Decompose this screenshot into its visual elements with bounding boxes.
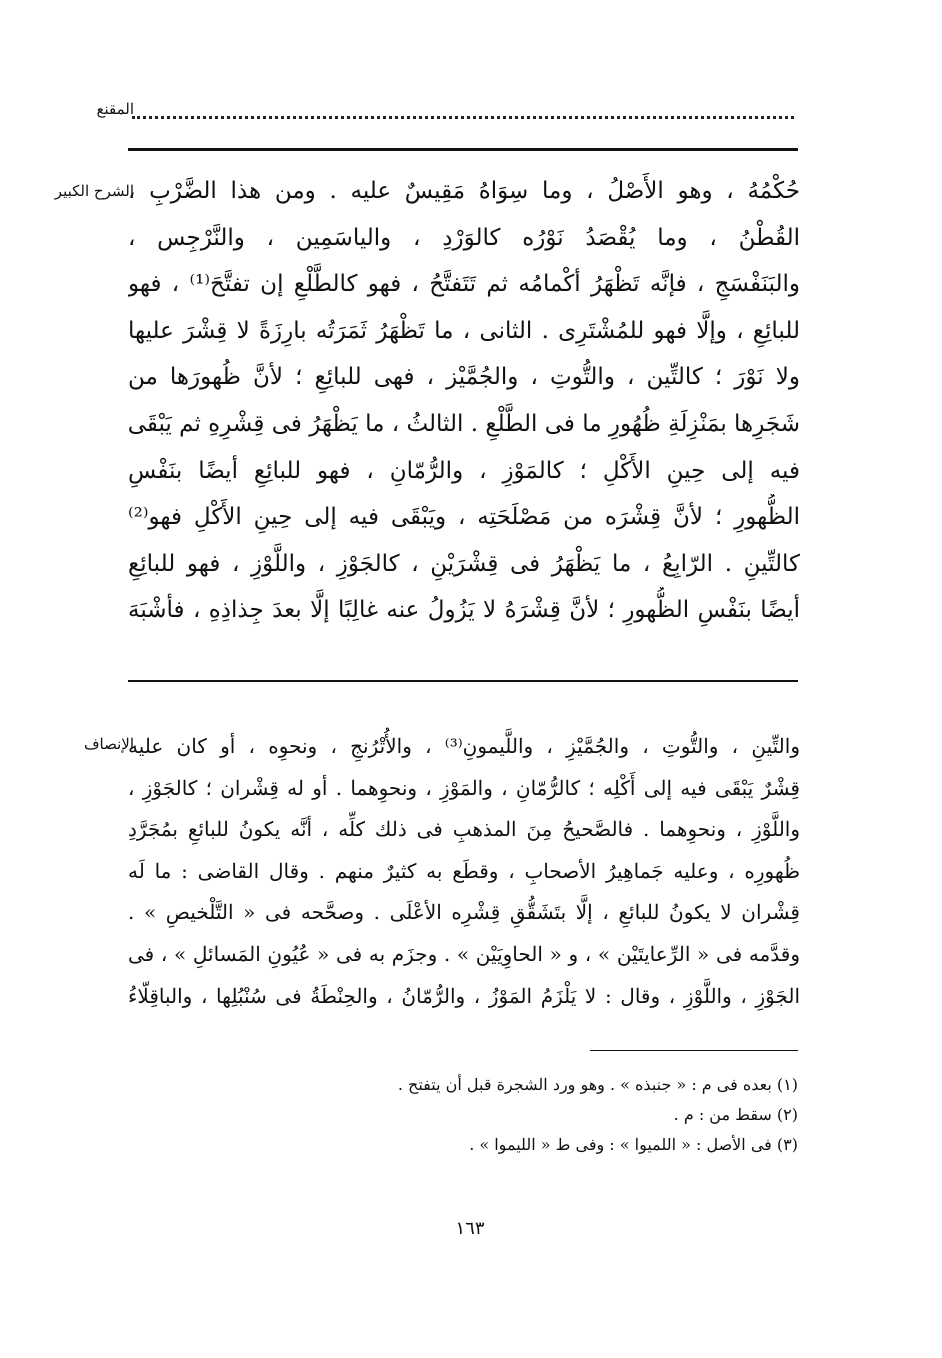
footnotes bbox=[278, 1072, 798, 1162]
sharh-line: فيه إلى حِينِ الأَكْلِ ؛ كالمَوْزِ ، والرُّمّانِ ، فهو للبائِعِ أيضًا بنَفْسِ bbox=[128, 457, 800, 484]
sharh-line: الظُّهورِ ؛ لأنَّ قِشْرَه من مَصْلَحَتِه ، ويَبْقَى فيه إلى حِينِ الأَكْلِ فهو⁽²⁾ bbox=[128, 504, 800, 531]
footnote: (٢) سقط من : م . bbox=[673, 1105, 798, 1124]
insaf-line: قِشْرٌ يَبْقَى فيه إلى أَكْلِه ؛ كالرُّمّانِ ، والمَوْزِ ، ونحوِهما . أو له قِشْران ؛ كالجَوْزِ ، bbox=[128, 775, 800, 800]
footnote: (١) بعده فى م : « جنبذه » . وهو ورد الشجرة قبل أن يتفتح . bbox=[397, 1075, 798, 1094]
header-rule bbox=[128, 148, 798, 151]
insaf-line: ظُهورِه ، وعليه جَماهِيرُ الأصحابِ ، وقطَع به كثيرٌ منهم . وقال القاضى : ما لَه bbox=[128, 858, 800, 883]
sharh-line: للبائِعِ ، وإلَّا فهو للمُشْتَرِى . الثانى ، ما تَظْهَرُ ثَمَرَتُه بارِزَةً لا قِشْرَ عليها bbox=[128, 317, 800, 344]
insaf-text bbox=[128, 726, 800, 1017]
section-divider bbox=[128, 680, 798, 682]
sharh-text bbox=[128, 168, 800, 634]
page-number: ١٦٣ bbox=[455, 1218, 485, 1239]
insaf-line: الجَوْزِ ، واللَّوْزِ ، وقال : لا يَلْزَمُ المَوْزُ ، والرُّمّانُ ، والحِنْطَةُ فى سُنْبُلِها ، والباقِلّاءُ bbox=[128, 983, 800, 1008]
footnote: (٣) فى الأصل : « اللميوا » : وفى ط « الليموا » . bbox=[469, 1135, 798, 1154]
insaf-line: وقدَّمه فى « الرِّعايتَيْن » ، و « الحاوِيَيْن » . وجزَم به فى « عُيُونِ المَسائلِ » ، فى bbox=[128, 941, 800, 966]
sharh-line: أيضًا بنَفْسِ الظُّهورِ ؛ لأنَّ قِشْرَهُ لا يَزُولُ عنه غالِبًا إلَّا بعدَ جِذاذِهِ ، فأشْبَهَ bbox=[128, 597, 800, 624]
sharh-line: ولا نَوْرَ ؛ كالتِّين ، والتُّوتِ ، والجُمَّيْز ، فهى للبائِعِ ؛ لأنَّ ظُهورَها من bbox=[128, 364, 800, 391]
running-title: المقنع bbox=[96, 100, 134, 118]
sharh-line: والبَنَفْسَجِ ، فإنَّه تَظْهَرُ أكْمامُه ثم تَتَفتَّحُ ، فهو كالطَّلْعِ إن تفتَّحَ⁽¹⁾ ، فهو bbox=[128, 271, 800, 298]
sharh-line: كالتِّينِ . الرّابِعُ ، ما يَظْهَرُ فى قِشْرَيْنِ ، كالجَوْزِ ، واللَّوْزِ ، فهو للبائِعِ bbox=[128, 550, 800, 577]
insaf-line: قِشْران لا يكونُ للبائعِ ، إلَّا بتَشَقُّقِ قِشْرِه الأعْلَى . وصحَّحه فى « التَّلْخيصِ » . bbox=[128, 900, 800, 925]
sharh-line: شَجَرِها بمَنْزِلَةِ ظُهُورِ ما فى الطَّلْعِ . الثالثُ ، ما يَظْهَرُ فى قِشْرِهِ ثم يَبْقَى bbox=[128, 410, 800, 437]
section-label-insaf: الإنصاف bbox=[83, 735, 134, 753]
sharh-line: القُطْنُ ، وما يُقْصَدُ نَوْرُه كالوَرْدِ ، والياسَمِين ، والنَّرْجِس ، bbox=[128, 224, 800, 251]
insaf-line: واللَّوْزِ ، ونحوِهما . فالصَّحيحُ مِنَ المذهبِ فى ذلك كلِّه ، أنَّه يكونُ للبائعِ بمُجَرَّدِ bbox=[128, 817, 800, 842]
sharh-line: حُكْمُهُ ، وهو الأَصْلُ ، وما سِوَاهُ مَقِيسٌ عليه . ومن هذا الضَّرْبِ ، bbox=[128, 178, 800, 204]
section-label-sharh: الشرح الكبير bbox=[54, 182, 134, 200]
insaf-line: والتِّينِ ، والتُّوتِ ، والجُمَّيْزِ ، واللَّيمونِ⁽³⁾ ، والأُتْرُنجِ ، ونحوِه ، أو كان عليه bbox=[128, 734, 800, 758]
header-dotted-line bbox=[132, 96, 794, 126]
footnote-rule bbox=[590, 1050, 798, 1051]
